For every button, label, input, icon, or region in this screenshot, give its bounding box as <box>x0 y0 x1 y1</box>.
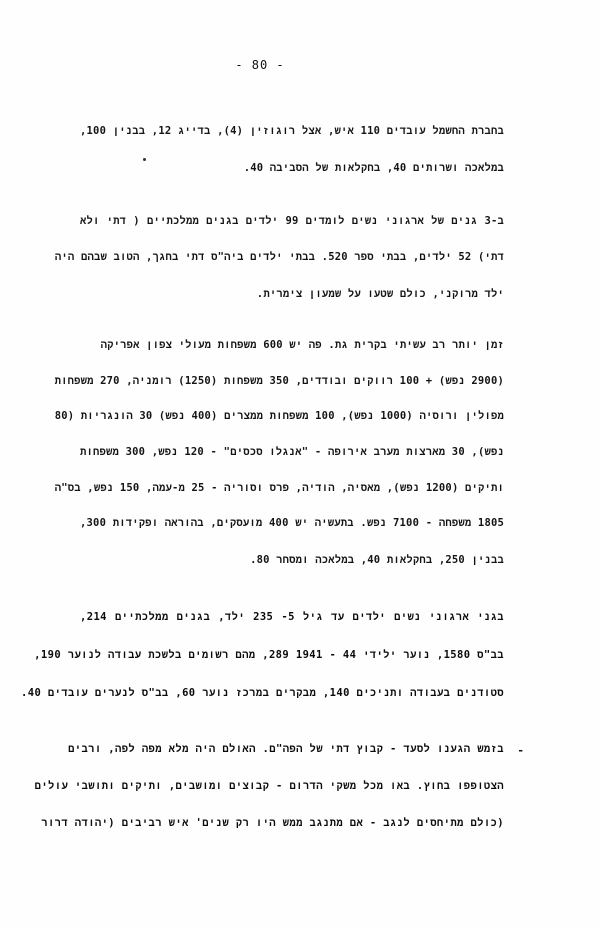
page-number: - 80 - <box>235 58 285 72</box>
paragraph-2-line-3: ילד מרוקני, כולם שטעו על שמעון צימרית. <box>256 288 504 300</box>
paragraph-dash-mark: - <box>517 744 524 757</box>
paragraph-4-line-3: סטודנים בעבודה ותניכים 140, מבקרים במרכז נוער 60, בב"ס לנערים עובדים 40. <box>21 687 504 699</box>
paragraph-1-line-1: בחברת החשמל עובדים 110 איש, אצל רוגוזין (4), בדייג 12, בבנין 100, <box>80 125 504 137</box>
paragraph-5-line-1: בזמש הגענו לסעד - קבוץ דתי של הפה"ם. האולם היה מלא מפה לפה, ורבים <box>68 743 504 755</box>
paragraph-3-line-7: בבנין 250, בחקלאות 40, במלאכה ומסחר 80. <box>250 554 504 566</box>
paragraph-3-line-4: נפש), 30 מארצות מערב אירופה - "אנגלו סכסים" - 120 נפש, 300 משפחות <box>80 446 504 458</box>
paragraph-4-line-1: בגני ארגוני נשים ילדים עד גיל 5- 235 ילד, בגנים ממלכתיים 214, <box>80 611 505 623</box>
paragraph-2-line-2: דתי) 52 ילדים, בבתי ספר 520. בבתי ילדים ביה"ס דתי בחגך, הטוב שבהם היה <box>54 251 504 263</box>
paragraph-3-line-3: מפולין ורוסיה (1000 נפש), 100 משפחות ממצרים (400 נפש) 30 הונגריות (80 <box>54 410 504 422</box>
paragraph-4-line-2: בב"ס 1580, נוער ילידי 44 - 1941 289, מהם רשומים בלשכת עבודה לנוער 190, <box>34 649 504 661</box>
paragraph-3-line-6: 1805 משפחה - 7100 נפש. בתעשיה יש 400 מועסקים, בהוראה ופקידות 300, <box>80 517 505 529</box>
paragraph-1-line-2: במלאכה ושרותים 40, בחקלאות של הסביבה 40. <box>243 162 504 174</box>
ink-speck <box>143 158 146 161</box>
paragraph-3-line-2: (2900 נפש) + 100 רווקים ובודדים, 350 משפחות (1250) רומניה, 270 משפחות <box>54 375 504 387</box>
paragraph-3-line-5: ותיקים (1200 נפש), מאסיה, הודיה, פרס וסוריה - 25 מ-עמה, 150 נפש, בס"ה <box>54 482 504 494</box>
paragraph-2-line-1: ב-3 גנים של ארגוני נשים לומדים 99 ילדים בגנים ממלכתיים ( דתי ולא <box>80 215 504 227</box>
paragraph-5-line-2: הצטופפו בחוץ. באו מכל משקי הדרום - קבוצים ומושבים, ותיקים ותושבי עולים <box>34 780 504 792</box>
paragraph-5-line-3: (כולם מתיחסים לנגב - אם מתנגב ממש היו רק שנים' איש רביבים (יהודה דרור <box>41 817 504 829</box>
paragraph-3-line-1: זמן יותר רב עשיתי בקרית גת. פה יש 600 משפחות מעולי צפון אפריקה <box>100 339 504 351</box>
